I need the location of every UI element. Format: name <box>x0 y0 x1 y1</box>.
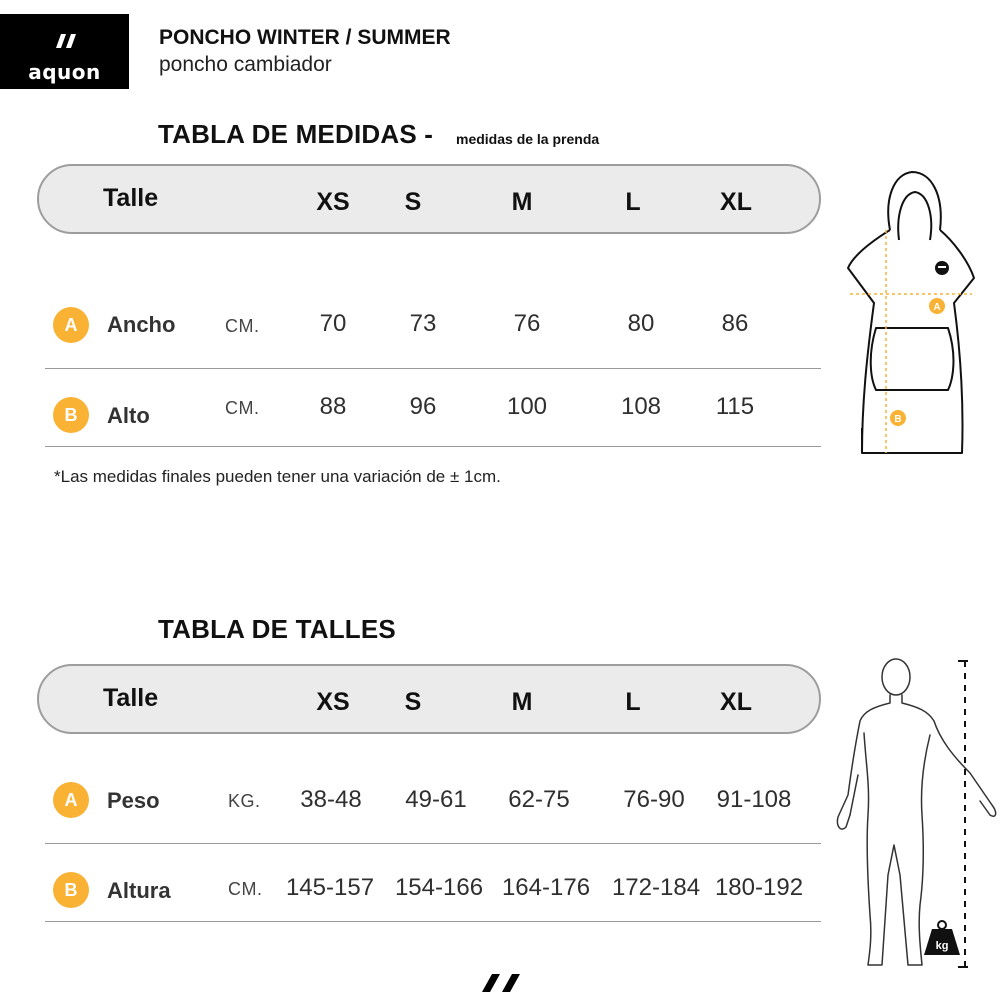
weight-icon <box>924 921 960 955</box>
table-cell: 49-61 <box>405 786 467 813</box>
table-cell: 86 <box>721 310 749 337</box>
footnote: *Las medidas finales pueden tener una variación de ± 1cm. <box>54 467 501 486</box>
product-subtitle: poncho cambiador <box>159 53 332 76</box>
table-cell: 80 <box>627 310 655 337</box>
table-cell: 70 <box>319 310 347 337</box>
logo-stripes-icon <box>56 34 76 48</box>
brand-name: aquon <box>28 60 101 84</box>
row-badge-b: B <box>53 872 89 908</box>
svg-text:kg: kg <box>935 940 949 952</box>
row-label: Alto <box>107 403 150 428</box>
size-header: XL <box>720 188 752 216</box>
svg-text:B: B <box>894 414 902 425</box>
row-badge-b: B <box>53 397 89 433</box>
human-figure-illustration <box>830 655 1000 975</box>
table-cell: 115 <box>715 393 755 420</box>
table-cell: 172-184 <box>611 874 701 901</box>
table-cell: 180-192 <box>714 874 804 901</box>
sizes-title: TABLA DE TALLES <box>158 614 396 644</box>
table-cell: 73 <box>409 310 437 337</box>
size-header: L <box>625 188 641 216</box>
table-cell: 108 <box>620 393 662 420</box>
svg-text:A: A <box>933 302 941 313</box>
table-cell: 88 <box>319 393 347 420</box>
table-cell: 100 <box>506 393 548 420</box>
table-cell: 76-90 <box>623 786 685 813</box>
size-header: M <box>511 188 533 216</box>
measurements-title: TABLA DE MEDIDAS - <box>158 119 434 149</box>
poncho-illustration <box>840 168 980 460</box>
table-cell: 154-166 <box>394 874 484 901</box>
size-header: XS <box>316 688 350 716</box>
row-badge-a: A <box>53 782 89 818</box>
row-divider <box>45 446 821 447</box>
row-unit: CM. <box>225 316 260 336</box>
header-label: Talle <box>103 684 159 712</box>
row-label: Peso <box>107 788 160 813</box>
table-cell: 164-176 <box>501 874 591 901</box>
row-unit: KG. <box>228 791 261 811</box>
header-label: Talle <box>103 184 159 212</box>
row-badge-a: A <box>53 307 89 343</box>
table-cell: 91-108 <box>716 786 792 813</box>
row-unit: CM. <box>228 879 263 899</box>
row-divider <box>45 368 821 369</box>
row-unit: CM. <box>225 398 260 418</box>
size-header: M <box>511 688 533 716</box>
measurements-subtitle: medidas de la prenda <box>456 131 600 147</box>
table-cell: 145-157 <box>285 874 375 901</box>
size-header: S <box>404 688 422 716</box>
table-cell: 62-75 <box>508 786 570 813</box>
row-divider <box>45 843 821 844</box>
row-divider <box>45 921 821 922</box>
size-header: S <box>404 188 422 216</box>
size-header: XS <box>316 188 350 216</box>
table-cell: 38-48 <box>300 786 362 813</box>
brand-logo <box>0 14 129 89</box>
size-header: L <box>625 688 641 716</box>
row-label: Ancho <box>107 312 176 337</box>
table-cell: 76 <box>513 310 541 337</box>
product-title: PONCHO WINTER / SUMMER <box>159 26 451 49</box>
size-header: XL <box>720 688 752 716</box>
table-cell: 96 <box>409 393 437 420</box>
row-label: Altura <box>107 878 171 903</box>
brand-mark-icon <box>482 974 522 992</box>
